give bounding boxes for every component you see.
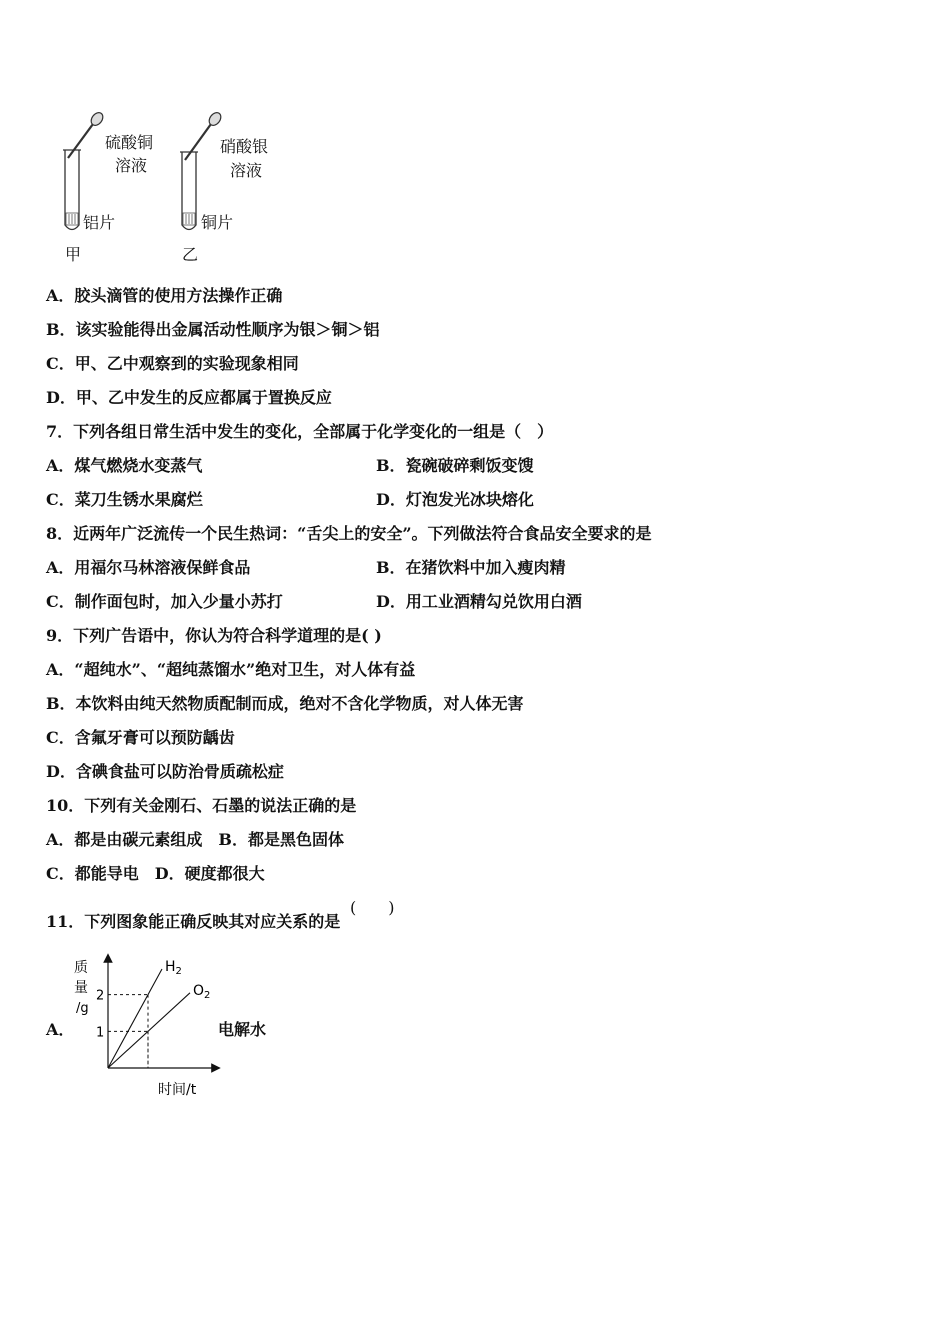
q7-stem: 7．下列各组日常生活中发生的变化，全部属于化学变化的一组是（ ） bbox=[46, 422, 554, 441]
electrolysis-chart-svg bbox=[68, 952, 228, 1102]
tube-yi-solution-line1: 硝酸银 bbox=[220, 137, 269, 156]
y-axis-label-line1: 质 bbox=[74, 960, 88, 976]
y-axis-label-line2: 量 bbox=[74, 980, 88, 996]
q6-option-b: B．该实验能得出金属活动性顺序为银＞铜＞铝 bbox=[46, 320, 380, 339]
q7-option-b: B．瓷碗破碎剩饭变馊 bbox=[376, 456, 534, 475]
q8-option-d: D．用工业酒精勾兑饮用白酒 bbox=[376, 592, 582, 611]
q7-option-a: A．煤气燃烧水变蒸气 bbox=[46, 456, 203, 475]
test-tube-figure bbox=[55, 110, 295, 265]
q6-option-c: C．甲、乙中观察到的实验现象相同 bbox=[46, 354, 299, 373]
q9-option-a: A．“超纯水”、“超纯蒸馏水”绝对卫生，对人体有益 bbox=[46, 660, 416, 679]
series-label-O2: $O_2$ bbox=[193, 982, 211, 1001]
series-line-O2 bbox=[108, 993, 190, 1068]
q10-options-ab: A．都是由碳元素组成 B．都是黑色固体 bbox=[46, 830, 344, 849]
electrolysis-chart bbox=[68, 952, 228, 1102]
q8-option-c: C．制作面包时，加入少量小苏打 bbox=[46, 592, 283, 611]
series-label-H2: $H_2$ bbox=[165, 959, 182, 977]
series-line-H2 bbox=[108, 969, 162, 1068]
tube-yi-metal: 铜片 bbox=[201, 213, 234, 232]
q9-stem: 9．下列广告语中，你认为符合科学道理的是( ) bbox=[46, 626, 382, 645]
q10-stem: 10．下列有关金刚石、石墨的说法正确的是 bbox=[46, 796, 357, 815]
y-tick-label-2: 2 bbox=[96, 988, 105, 1004]
tube-yi-solution-line2: 溶液 bbox=[230, 161, 263, 180]
tube-jia-metal: 铝片 bbox=[83, 213, 116, 232]
q8-stem: 8．近两年广泛流传一个民生热词：“舌尖上的安全”。下列做法符合食品安全要求的是 bbox=[46, 524, 652, 543]
q7-option-c: C．菜刀生锈水果腐烂 bbox=[46, 490, 203, 509]
q11-option-a-caption: 电解水 bbox=[218, 1020, 267, 1039]
y-axis-label-line3: /g bbox=[76, 1001, 89, 1016]
q11-option-a-label: A． bbox=[46, 1020, 75, 1039]
q9-option-c: C．含氟牙膏可以预防龋齿 bbox=[46, 728, 235, 747]
tube-jia-solution-line2: 溶液 bbox=[115, 156, 148, 175]
tube-jia-solution-line1: 硫酸铜 bbox=[105, 133, 154, 152]
q11-answer-paren: ( ) bbox=[350, 898, 395, 917]
tube-jia-name: 甲 bbox=[65, 245, 82, 264]
x-axis-label: 时间/t bbox=[158, 1082, 197, 1098]
q9-option-b: B．本饮料由纯天然物质配制而成，绝对不含化学物质，对人体无害 bbox=[46, 694, 524, 713]
q10-options-cd: C．都能导电 D．硬度都很大 bbox=[46, 864, 265, 883]
q8-option-b: B．在猪饮料中加入瘦肉精 bbox=[376, 558, 566, 577]
q11-stem: 11．下列图象能正确反映其对应关系的是 bbox=[46, 912, 341, 931]
y-tick-label-1: 1 bbox=[96, 1025, 105, 1041]
q6-option-d: D．甲、乙中发生的反应都属于置换反应 bbox=[46, 388, 332, 407]
q9-option-d: D．含碘食盐可以防治骨质疏松症 bbox=[46, 762, 284, 781]
tube-yi-name: 乙 bbox=[182, 245, 199, 264]
q8-option-a: A．用福尔马林溶液保鲜食品 bbox=[46, 558, 251, 577]
q7-option-d: D．灯泡发光冰块熔化 bbox=[376, 490, 534, 509]
q6-option-a: A．胶头滴管的使用方法操作正确 bbox=[46, 286, 283, 305]
